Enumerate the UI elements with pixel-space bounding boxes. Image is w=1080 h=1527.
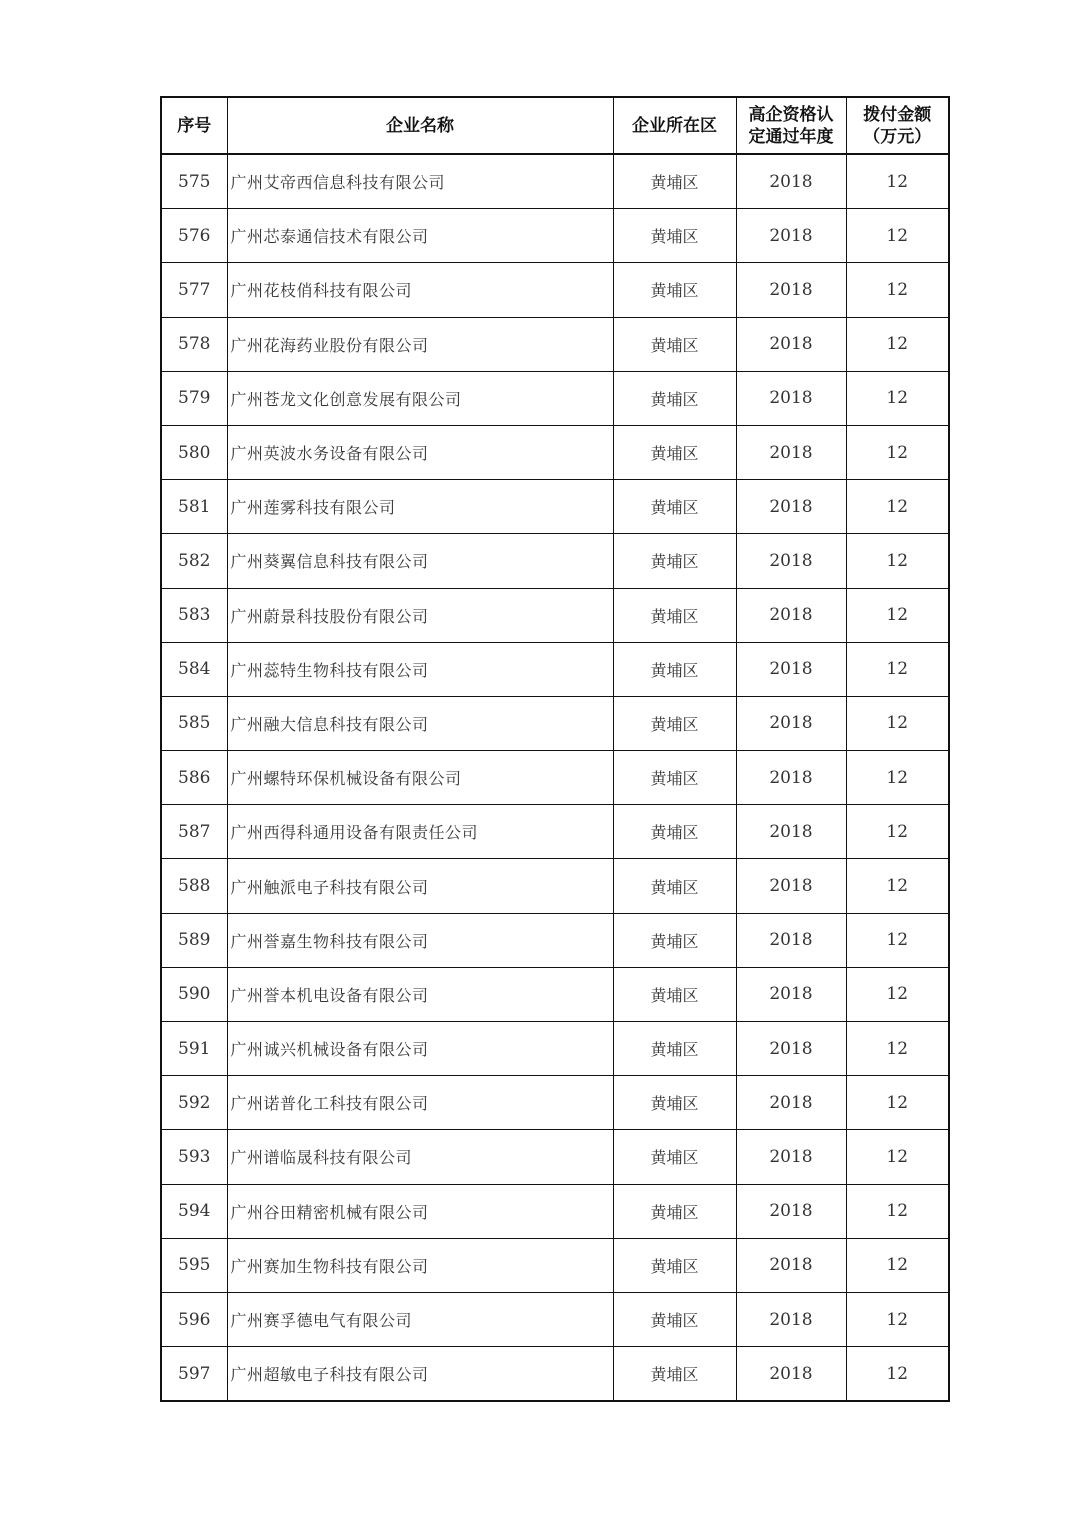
- cell-name: 广州英波水务设备有限公司: [227, 425, 613, 479]
- cell-name: 广州誉嘉生物科技有限公司: [227, 913, 613, 967]
- cell-year: 2018: [736, 1076, 846, 1130]
- cell-index: 590: [161, 967, 227, 1021]
- cell-amount: 12: [846, 1238, 949, 1292]
- cell-district: 黄埔区: [613, 1076, 736, 1130]
- cell-district: 黄埔区: [613, 805, 736, 859]
- cell-year: 2018: [736, 317, 846, 371]
- table-row: [161, 642, 949, 696]
- cell-year: 2018: [736, 967, 846, 1021]
- header-year: 高企资格认定通过年度: [736, 97, 846, 154]
- cell-district: 黄埔区: [613, 1184, 736, 1238]
- cell-index: 585: [161, 696, 227, 750]
- cell-name: 广州葵翼信息科技有限公司: [227, 534, 613, 588]
- cell-district: 黄埔区: [613, 859, 736, 913]
- table-row: [161, 154, 949, 209]
- cell-index: 591: [161, 1022, 227, 1076]
- cell-amount: 12: [846, 209, 949, 263]
- cell-name: 广州融大信息科技有限公司: [227, 696, 613, 750]
- table-row: [161, 371, 949, 425]
- cell-district: 黄埔区: [613, 480, 736, 534]
- cell-year: 2018: [736, 588, 846, 642]
- cell-name: 广州花枝俏科技有限公司: [227, 263, 613, 317]
- cell-year: 2018: [736, 1022, 846, 1076]
- cell-index: 586: [161, 751, 227, 805]
- cell-name: 广州苍龙文化创意发展有限公司: [227, 371, 613, 425]
- cell-district: 黄埔区: [613, 696, 736, 750]
- cell-amount: 12: [846, 696, 949, 750]
- enterprise-table: [160, 96, 950, 1402]
- cell-name: 广州赛孚德电气有限公司: [227, 1292, 613, 1346]
- cell-district: 黄埔区: [613, 751, 736, 805]
- cell-year: 2018: [736, 1184, 846, 1238]
- cell-district: 黄埔区: [613, 1022, 736, 1076]
- cell-index: 575: [161, 154, 227, 209]
- cell-year: 2018: [736, 534, 846, 588]
- cell-district: 黄埔区: [613, 1292, 736, 1346]
- header-name: 企业名称: [227, 97, 613, 154]
- table-body: [161, 154, 949, 1401]
- cell-year: 2018: [736, 154, 846, 209]
- cell-amount: 12: [846, 534, 949, 588]
- table-row: [161, 1076, 949, 1130]
- cell-district: 黄埔区: [613, 263, 736, 317]
- cell-amount: 12: [846, 1184, 949, 1238]
- cell-name: 广州芯泰通信技术有限公司: [227, 209, 613, 263]
- cell-index: 594: [161, 1184, 227, 1238]
- cell-name: 广州诺普化工科技有限公司: [227, 1076, 613, 1130]
- cell-district: 黄埔区: [613, 209, 736, 263]
- cell-amount: 12: [846, 425, 949, 479]
- cell-index: 582: [161, 534, 227, 588]
- cell-amount: 12: [846, 751, 949, 805]
- cell-index: 593: [161, 1130, 227, 1184]
- cell-index: 587: [161, 805, 227, 859]
- cell-district: 黄埔区: [613, 154, 736, 209]
- cell-index: 595: [161, 1238, 227, 1292]
- cell-name: 广州谱临晟科技有限公司: [227, 1130, 613, 1184]
- table-row: [161, 263, 949, 317]
- cell-year: 2018: [736, 1292, 846, 1346]
- cell-name: 广州谷田精密机械有限公司: [227, 1184, 613, 1238]
- table-row: [161, 1022, 949, 1076]
- cell-index: 580: [161, 425, 227, 479]
- cell-name: 广州誉本机电设备有限公司: [227, 967, 613, 1021]
- cell-index: 583: [161, 588, 227, 642]
- cell-index: 578: [161, 317, 227, 371]
- cell-year: 2018: [736, 913, 846, 967]
- cell-district: 黄埔区: [613, 371, 736, 425]
- table-header: [161, 97, 949, 154]
- cell-district: 黄埔区: [613, 534, 736, 588]
- cell-name: 广州超敏电子科技有限公司: [227, 1347, 613, 1402]
- table-row: [161, 534, 949, 588]
- table-row: [161, 588, 949, 642]
- cell-amount: 12: [846, 480, 949, 534]
- cell-year: 2018: [736, 696, 846, 750]
- cell-name: 广州赛加生物科技有限公司: [227, 1238, 613, 1292]
- table-row: [161, 1292, 949, 1346]
- cell-amount: 12: [846, 1347, 949, 1402]
- cell-amount: 12: [846, 588, 949, 642]
- cell-district: 黄埔区: [613, 1130, 736, 1184]
- table-row: [161, 805, 949, 859]
- cell-year: 2018: [736, 371, 846, 425]
- cell-index: 588: [161, 859, 227, 913]
- table-row: [161, 1184, 949, 1238]
- cell-amount: 12: [846, 317, 949, 371]
- cell-amount: 12: [846, 1130, 949, 1184]
- cell-year: 2018: [736, 209, 846, 263]
- cell-name: 广州蕊特生物科技有限公司: [227, 642, 613, 696]
- cell-amount: 12: [846, 1022, 949, 1076]
- cell-district: 黄埔区: [613, 588, 736, 642]
- cell-year: 2018: [736, 1347, 846, 1402]
- cell-year: 2018: [736, 859, 846, 913]
- cell-name: 广州西得科通用设备有限责任公司: [227, 805, 613, 859]
- table-row: [161, 1130, 949, 1184]
- cell-year: 2018: [736, 480, 846, 534]
- table-row: [161, 913, 949, 967]
- cell-year: 2018: [736, 263, 846, 317]
- cell-amount: 12: [846, 913, 949, 967]
- cell-year: 2018: [736, 751, 846, 805]
- cell-year: 2018: [736, 425, 846, 479]
- cell-year: 2018: [736, 805, 846, 859]
- cell-index: 589: [161, 913, 227, 967]
- cell-index: 577: [161, 263, 227, 317]
- table-row: [161, 425, 949, 479]
- cell-index: 581: [161, 480, 227, 534]
- header-index: 序号: [161, 97, 227, 154]
- cell-name: 广州花海药业股份有限公司: [227, 317, 613, 371]
- cell-amount: 12: [846, 1292, 949, 1346]
- table-row: [161, 317, 949, 371]
- cell-amount: 12: [846, 805, 949, 859]
- cell-index: 592: [161, 1076, 227, 1130]
- table-row: [161, 859, 949, 913]
- cell-name: 广州莲雾科技有限公司: [227, 480, 613, 534]
- cell-district: 黄埔区: [613, 642, 736, 696]
- cell-name: 广州触派电子科技有限公司: [227, 859, 613, 913]
- cell-index: 584: [161, 642, 227, 696]
- cell-district: 黄埔区: [613, 425, 736, 479]
- cell-amount: 12: [846, 263, 949, 317]
- table-row: [161, 967, 949, 1021]
- cell-name: 广州艾帝西信息科技有限公司: [227, 154, 613, 209]
- table-row: [161, 751, 949, 805]
- cell-district: 黄埔区: [613, 1238, 736, 1292]
- cell-amount: 12: [846, 371, 949, 425]
- cell-year: 2018: [736, 1238, 846, 1292]
- cell-name: 广州螺特环保机械设备有限公司: [227, 751, 613, 805]
- header-row: [161, 97, 949, 154]
- cell-amount: 12: [846, 154, 949, 209]
- cell-district: 黄埔区: [613, 1347, 736, 1402]
- cell-name: 广州蔚景科技股份有限公司: [227, 588, 613, 642]
- cell-index: 597: [161, 1347, 227, 1402]
- cell-district: 黄埔区: [613, 913, 736, 967]
- cell-district: 黄埔区: [613, 967, 736, 1021]
- cell-index: 596: [161, 1292, 227, 1346]
- cell-index: 576: [161, 209, 227, 263]
- cell-index: 579: [161, 371, 227, 425]
- table-row: [161, 1238, 949, 1292]
- cell-year: 2018: [736, 1130, 846, 1184]
- table-row: [161, 696, 949, 750]
- cell-name: 广州诚兴机械设备有限公司: [227, 1022, 613, 1076]
- table-row: [161, 480, 949, 534]
- cell-amount: 12: [846, 859, 949, 913]
- cell-amount: 12: [846, 1076, 949, 1130]
- cell-district: 黄埔区: [613, 317, 736, 371]
- table-row: [161, 209, 949, 263]
- header-district: 企业所在区: [613, 97, 736, 154]
- cell-amount: 12: [846, 642, 949, 696]
- header-amount: 拨付金额（万元）: [846, 97, 949, 154]
- cell-amount: 12: [846, 967, 949, 1021]
- table-row: [161, 1347, 949, 1402]
- cell-year: 2018: [736, 642, 846, 696]
